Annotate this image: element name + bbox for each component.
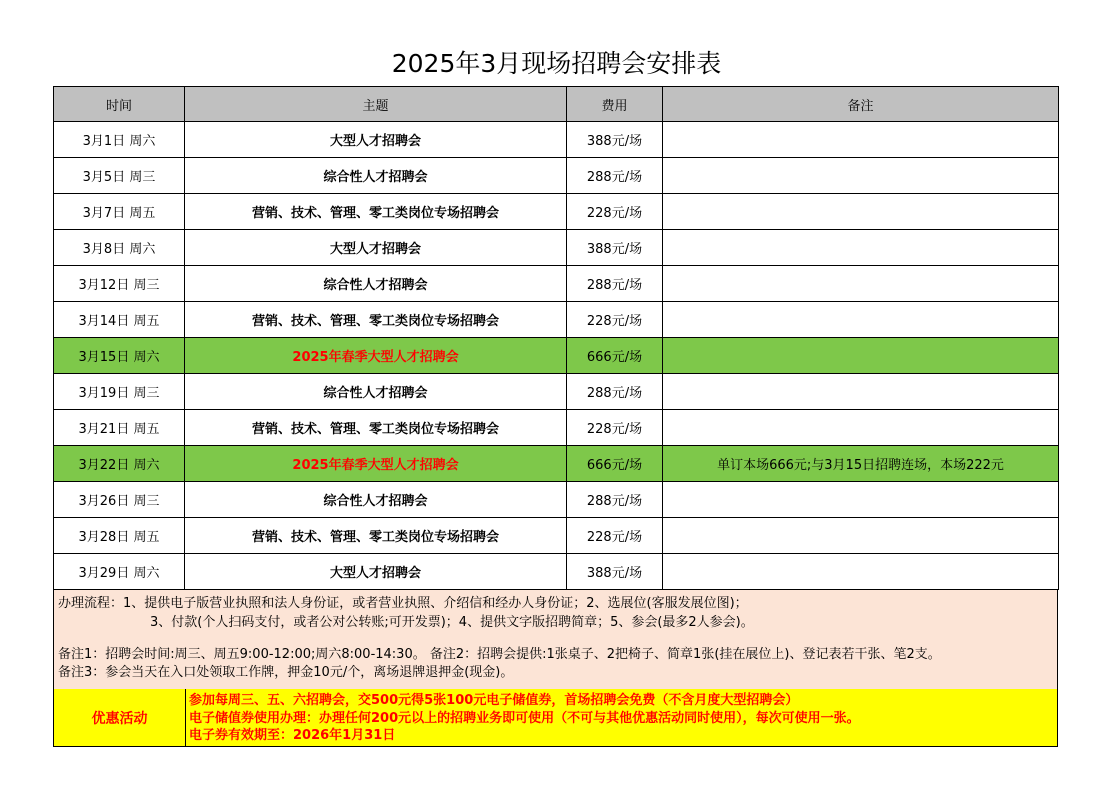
process-notes: [53, 589, 1058, 639]
row-topic: 大型人才招聘会: [185, 230, 567, 266]
row-fee: 388元/场: [567, 230, 663, 266]
row-date: 3月5日 周三: [54, 158, 185, 194]
row-topic: 营销、技术、管理、零工类岗位专场招聘会: [185, 302, 567, 338]
row-topic: 综合性人才招聘会: [185, 158, 567, 194]
row-note: [663, 410, 1059, 446]
row-fee: 288元/场: [567, 374, 663, 410]
remarks-line-1: 备注1：招聘会时间:周三、周五9:00-12:00;周六8:00-14:30。 备注2：招聘会提供:1张桌子、2把椅子、简章1张(挂在展位上)、登记表若干张、笔2支。: [58, 647, 941, 662]
row-fee: 228元/场: [567, 194, 663, 230]
row-note: 单订本场666元;与3月15日招聘连场，本场222元: [663, 446, 1059, 482]
table-row: [54, 158, 1059, 194]
row-date: 3月8日 周六: [54, 230, 185, 266]
table-header-row: [54, 87, 1059, 122]
row-topic: 大型人才招聘会: [185, 122, 567, 158]
row-topic: 综合性人才招聘会: [185, 374, 567, 410]
row-note: [663, 194, 1059, 230]
promotion-label: 优惠活动: [54, 689, 186, 746]
row-topic: 2025年春季大型人才招聘会: [185, 446, 567, 482]
row-note: [663, 482, 1059, 518]
row-fee: 228元/场: [567, 410, 663, 446]
row-note: [663, 338, 1059, 374]
row-fee: 288元/场: [567, 482, 663, 518]
header-topic: 主题: [185, 87, 567, 122]
promotion-line-3: 电子券有效期至：2026年1月31日: [189, 728, 396, 743]
row-note: [663, 230, 1059, 266]
row-fee: 288元/场: [567, 266, 663, 302]
table-row: [54, 230, 1059, 266]
row-date: 3月22日 周六: [54, 446, 185, 482]
remarks-notes: [53, 637, 1058, 690]
row-date: 3月15日 周六: [54, 338, 185, 374]
row-topic: 营销、技术、管理、零工类岗位专场招聘会: [185, 194, 567, 230]
row-fee: 666元/场: [567, 446, 663, 482]
row-note: [663, 302, 1059, 338]
row-date: 3月14日 周五: [54, 302, 185, 338]
table-row: [54, 194, 1059, 230]
row-date: 3月26日 周三: [54, 482, 185, 518]
header-note: 备注: [663, 87, 1059, 122]
row-date: 3月28日 周五: [54, 518, 185, 554]
process-line-2: 3、付款(个人扫码支付，或者公对公转账;可开发票)；4、提供文字版招聘简章；5、参会(最多2人参会)。: [150, 615, 754, 630]
row-topic: 大型人才招聘会: [185, 554, 567, 590]
table-row: [54, 302, 1059, 338]
row-date: 3月29日 周六: [54, 554, 185, 590]
table-row: [54, 374, 1059, 410]
row-date: 3月19日 周三: [54, 374, 185, 410]
row-note: [663, 122, 1059, 158]
table-row: [54, 122, 1059, 158]
table-row: [54, 338, 1059, 374]
row-date: 3月12日 周三: [54, 266, 185, 302]
header-fee: 费用: [567, 87, 663, 122]
row-topic: 营销、技术、管理、零工类岗位专场招聘会: [185, 410, 567, 446]
promotion-text: [189, 692, 860, 745]
row-date: 3月7日 周五: [54, 194, 185, 230]
promotion-line-1: 参加每周三、五、六招聘会，交500元得5张100元电子储值券，首场招聘会免费（不含月度大型招聘会）: [189, 693, 799, 708]
table-row: [54, 446, 1059, 482]
header-date: 时间: [54, 87, 185, 122]
row-fee: 388元/场: [567, 554, 663, 590]
row-note: [663, 554, 1059, 590]
row-fee: 288元/场: [567, 158, 663, 194]
process-line-1: 办理流程：1、提供电子版营业执照和法人身份证，或者营业执照、介绍信和经办人身份证；2、选展位(客服发展位图)；: [58, 596, 748, 611]
row-note: [663, 158, 1059, 194]
row-topic: 营销、技术、管理、零工类岗位专场招聘会: [185, 518, 567, 554]
row-note: [663, 374, 1059, 410]
row-topic: 综合性人才招聘会: [185, 266, 567, 302]
table-row: [54, 266, 1059, 302]
table-row: [54, 410, 1059, 446]
row-note: [663, 266, 1059, 302]
table-row: [54, 482, 1059, 518]
row-fee: 666元/场: [567, 338, 663, 374]
row-fee: 388元/场: [567, 122, 663, 158]
table-row: [54, 554, 1059, 590]
page-title: 2025年3月现场招聘会安排表: [391, 49, 722, 78]
schedule-table: [53, 86, 1059, 590]
promotion-section: [53, 689, 1058, 747]
row-topic: 2025年春季大型人才招聘会: [185, 338, 567, 374]
row-date: 3月1日 周六: [54, 122, 185, 158]
table-row: [54, 518, 1059, 554]
row-fee: 228元/场: [567, 518, 663, 554]
row-note: [663, 518, 1059, 554]
row-topic: 综合性人才招聘会: [185, 482, 567, 518]
row-date: 3月21日 周五: [54, 410, 185, 446]
remarks-line-2: 备注3：参会当天在入口处领取工作牌，押金10元/个，离场退牌退押金(现金)。: [58, 665, 514, 680]
row-fee: 228元/场: [567, 302, 663, 338]
promotion-line-2: 电子储值券使用办理：办理任何200元以上的招聘业务即可使用（不可与其他优惠活动同时使用），每次可使用一张。: [189, 710, 860, 726]
